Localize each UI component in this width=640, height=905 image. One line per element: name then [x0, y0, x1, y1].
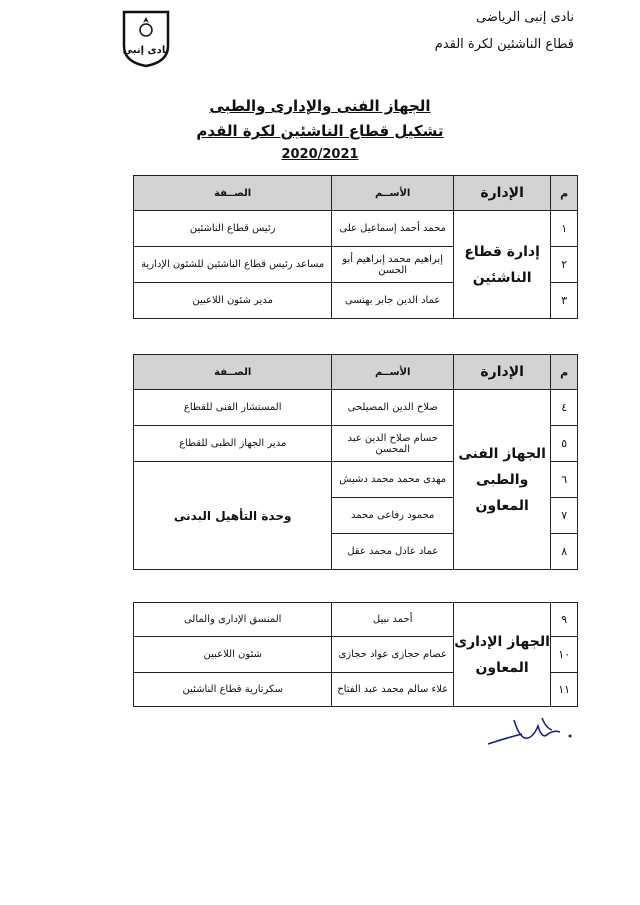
title-season: 2020/2021 — [281, 147, 359, 162]
row-num: ١١ — [551, 673, 578, 707]
row-role: مدير شئون اللاعبين — [134, 283, 332, 319]
col-name: الأســم — [332, 176, 454, 211]
row-role: رئيس قطاع الناشئين — [134, 211, 332, 247]
row-role: مساعد رئيس قطاع الناشئين للشئون الإدارية — [134, 247, 332, 283]
title-staff: الجهاز الفنى والإدارى والطبى — [209, 97, 431, 115]
logo-text: نادى إنبى — [122, 45, 170, 56]
col-dept: الإدارة — [454, 355, 551, 390]
title-formation: تشكيل قطاع الناشئين لكرة القدم — [196, 122, 444, 140]
dept-cell: الجهاز الإدارى المعاون — [453, 603, 550, 707]
signature — [486, 710, 576, 754]
merged-role-cell: وحدة التأهيل البدنى — [134, 462, 332, 570]
dept-cell: إدارة قطاع الناشئين — [453, 211, 550, 319]
row-num: ٦ — [551, 462, 578, 498]
row-role: المنسق الإدارى والمالى — [134, 603, 332, 637]
table-admin-staff — [133, 602, 578, 707]
dept-cell: الجهاز الفنى والطبى المعاون — [454, 390, 551, 570]
row-name: مهدى محمد محمد دشيش — [332, 462, 454, 498]
sector-name: قطاع الناشئين لكرة القدم — [434, 37, 574, 52]
row-name: صلاح الدين المصيلحى — [332, 390, 454, 426]
row-role: المستشار الفنى للقطاع — [134, 390, 332, 426]
row-name: عماد عادل محمد عقل — [332, 534, 454, 570]
row-num: ٧ — [551, 498, 578, 534]
col-num: م — [551, 355, 578, 390]
row-name: محمد أحمد إسماعيل على — [332, 211, 454, 247]
table-row — [134, 211, 578, 247]
row-num: ٣ — [551, 283, 578, 319]
row-num: ١ — [551, 211, 578, 247]
row-num: ٤ — [551, 390, 578, 426]
row-name: عماد الدين جابر بهنسى — [332, 283, 454, 319]
row-role: سكرتارية قطاع الناشئين — [134, 673, 332, 707]
col-role: الصــفة — [134, 355, 332, 390]
col-role: الصــفة — [134, 176, 332, 211]
row-role: شئون اللاعبين — [134, 637, 332, 673]
row-name: إبراهيم محمد إبراهيم أبو الحسن — [332, 247, 454, 283]
table-header-row — [134, 176, 578, 211]
col-num: م — [551, 176, 578, 211]
row-role: مدير الجهاز الطبى للقطاع — [134, 426, 332, 462]
row-num: ٢ — [551, 247, 578, 283]
table-row — [134, 603, 578, 637]
row-name: عصام حجازى عواد حجازى — [332, 637, 454, 673]
row-num: ١٠ — [551, 637, 578, 673]
row-num: ٩ — [551, 603, 578, 637]
table-row — [134, 390, 578, 426]
row-name: حسام صلاح الدين عبد المحسن — [332, 426, 454, 462]
row-num: ٨ — [551, 534, 578, 570]
table-technical-medical — [133, 354, 578, 570]
table-sector-management — [133, 175, 578, 319]
row-name: علاء سالم محمد عبد الفتاح — [332, 673, 454, 707]
col-dept: الإدارة — [453, 176, 550, 211]
row-name: محمود رفاعى محمد — [332, 498, 454, 534]
club-name: نادى إنبى الرياضى — [476, 10, 574, 25]
table-header-row — [134, 355, 578, 390]
col-name: الأســم — [332, 355, 454, 390]
club-logo — [120, 8, 172, 68]
row-name: أحمد نبيل — [332, 603, 454, 637]
row-num: ٥ — [551, 426, 578, 462]
